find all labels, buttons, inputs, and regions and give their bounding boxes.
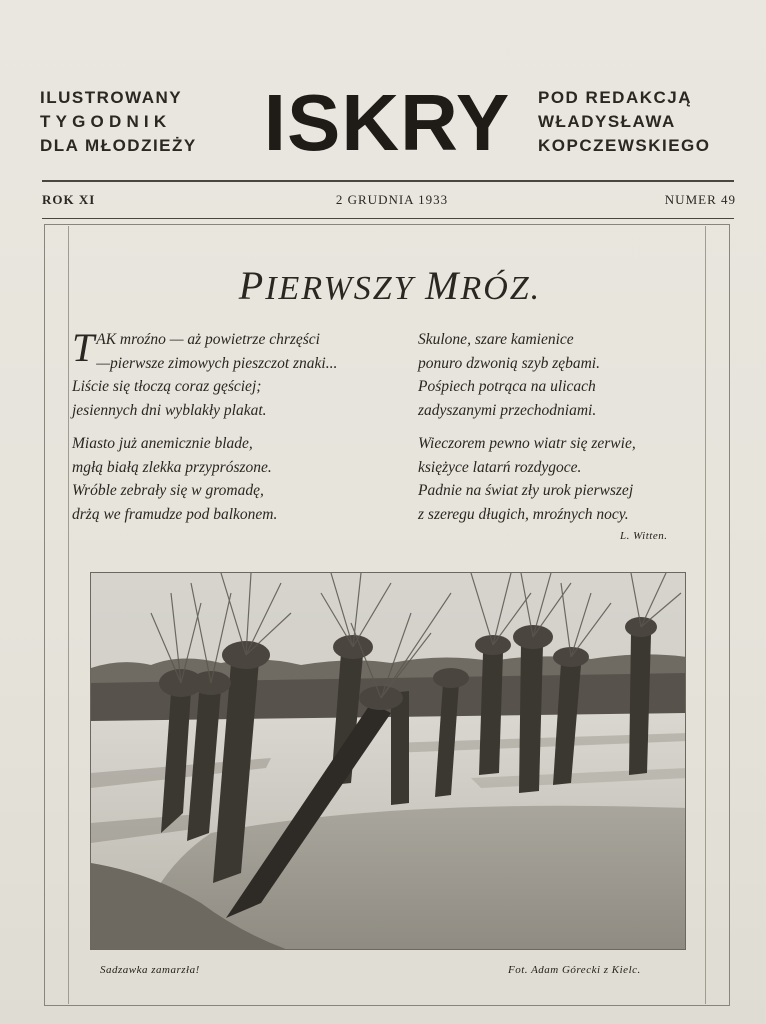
issue-date: 2 GRUDNIA 1933 xyxy=(335,192,449,207)
poem-line: mgłą białą zlekka przyprószone. xyxy=(72,458,272,476)
poem-title-word1: IERWSZY xyxy=(265,270,426,307)
issue-year: ROK XI xyxy=(42,192,96,207)
poem-stanza-1 xyxy=(72,325,338,422)
poem-stanza-4 xyxy=(418,432,636,526)
poem-stanza-2 xyxy=(72,432,277,526)
masthead-subtitle-line: DLA MŁODZIEŻY xyxy=(40,136,197,155)
photo-caption: Sadzawka zamarzła! xyxy=(100,964,200,976)
poem-line: Padnie na świat zły urok pierwszej xyxy=(418,482,634,499)
poem-title-word2: RÓZ. xyxy=(460,270,542,307)
photo-credit: Fot. Adam Górecki z Kielc. xyxy=(508,964,641,976)
poem-line: Skulone, szare kamienice xyxy=(418,331,574,348)
poem-line: Liście się tłoczą coraz gęściej; xyxy=(72,378,262,395)
masthead-editor-line: POD REDAKCJĄ xyxy=(538,88,693,107)
poem-dropcap: T xyxy=(72,325,95,370)
poem-line: —pierwsze zimowych pieszczot znaki... xyxy=(96,354,338,372)
masthead-subtitle-line: ILUSTROWANY xyxy=(40,88,183,107)
masthead-rule-bottom xyxy=(42,218,734,219)
poem-stanza-3 xyxy=(418,328,600,422)
poem-line: Wieczorem pewno wiatr się zerwie, xyxy=(418,435,636,452)
masthead-rule-top xyxy=(42,180,734,182)
poem-line: Pośpiech potrąca na ulicach xyxy=(418,378,596,395)
poem-line: Miasto już anemicznie blade, xyxy=(72,435,253,452)
winter-pond-photo xyxy=(90,572,686,950)
poem-title xyxy=(180,262,600,309)
poem-line: drżą we framudze pod balkonem. xyxy=(72,505,278,523)
masthead-subtitle xyxy=(40,86,236,158)
poem-line: zadyszanymi przechodniami. xyxy=(418,401,597,419)
poem-line: ponuro dzwonią szyb zębami. xyxy=(418,354,600,372)
poem-title-initial: P xyxy=(238,263,266,308)
poem-author: L. Witten. xyxy=(620,530,668,542)
winter-trees-illustration xyxy=(91,573,686,950)
poem-line: księżyce latarń rozdygoce. xyxy=(418,458,582,476)
issue-number: NUMER 49 xyxy=(664,192,736,207)
poem-title-initial2: M xyxy=(425,263,461,308)
masthead-editor-line: KOPCZEWSKIEGO xyxy=(538,136,711,155)
poem-line: jesiennych dni wyblakły plakat. xyxy=(72,401,267,419)
masthead-subtitle-line: TYGODNIK xyxy=(40,112,172,131)
poem-line: z szeregu długich, mroźnych nocy. xyxy=(418,505,629,523)
magazine-title: ISKRY xyxy=(263,78,511,167)
masthead-editor-line: WŁADYSŁAWA xyxy=(538,112,676,131)
poem-line: AK mroźno — aż powietrze chrzęści xyxy=(96,331,320,348)
poem-line: Wróble zebrały się w gromadę, xyxy=(72,482,264,499)
masthead-editor xyxy=(538,86,738,158)
